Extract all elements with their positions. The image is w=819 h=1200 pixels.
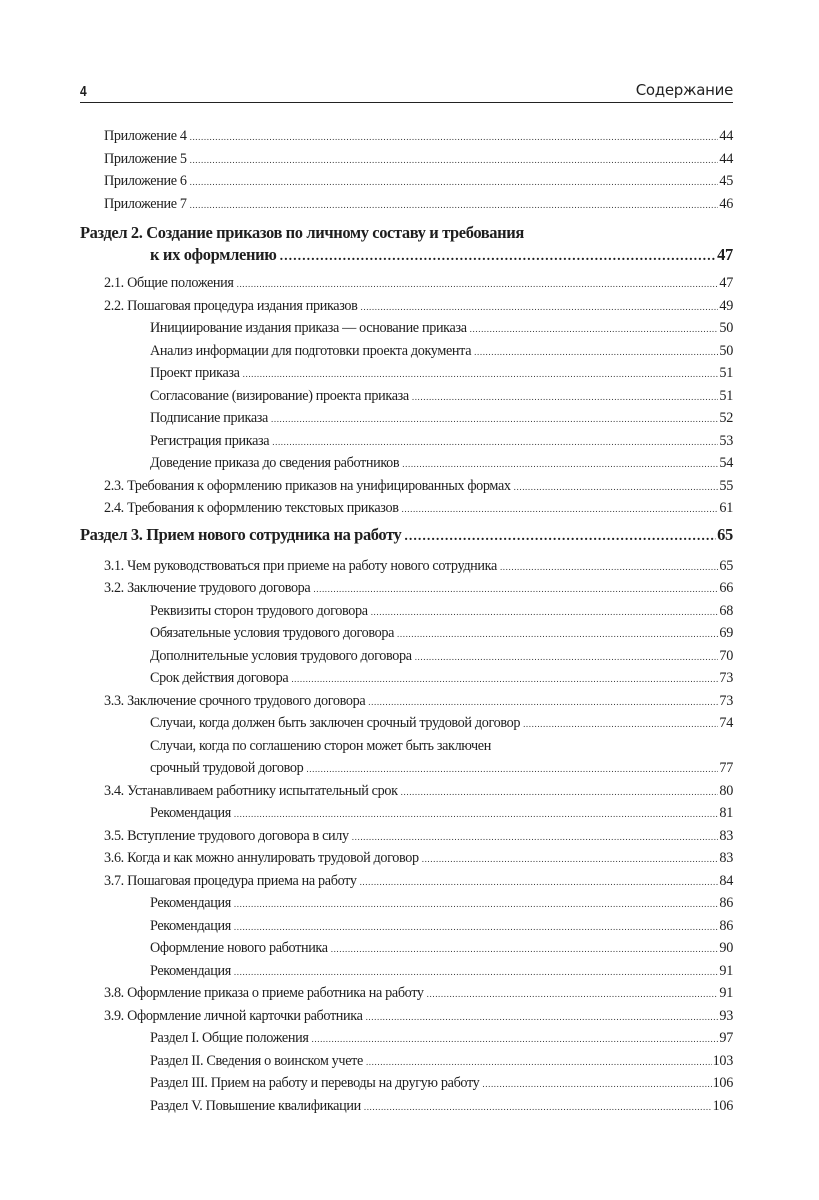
- dot-leader: [401, 781, 719, 804]
- toc-entry-page: 106: [712, 1075, 733, 1091]
- toc-subentry[interactable]: [80, 802, 733, 825]
- toc-entry-title: 3.9. Оформление личной карточки работника: [104, 1007, 363, 1024]
- dot-leader: [371, 601, 719, 624]
- toc-entry-page: 73: [719, 692, 733, 709]
- dot-leader: [366, 1051, 712, 1074]
- toc-entry[interactable]: [80, 272, 733, 295]
- toc-entry-page: 106: [712, 1097, 733, 1114]
- dot-leader: [402, 498, 719, 521]
- section-title: Раздел 3. Прием нового сотрудника на работу: [80, 524, 402, 544]
- toc-entry-title: 3.7. Пошаговая процедура приема на работу: [104, 872, 357, 889]
- toc-entry-page: 69: [719, 625, 733, 641]
- toc-entry[interactable]: [80, 1005, 733, 1028]
- toc-entry-title: Обязательные условия трудового договора: [150, 625, 395, 641]
- dot-leader: [412, 386, 719, 409]
- dot-leader: [312, 1028, 719, 1051]
- dot-leader: [190, 194, 719, 217]
- toc-entry-title: Раздел II. Сведения о воинском учете: [150, 1052, 363, 1069]
- toc-entry-title: 3.1. Чем руководствоваться при приеме на работу нового сотрудника: [104, 557, 497, 574]
- toc-entry-page: 44: [719, 128, 733, 144]
- toc-entry-title: Инициирование издания приказа — основание приказа: [150, 320, 467, 336]
- toc-entry[interactable]: [80, 690, 733, 713]
- toc-entry-page: 80: [719, 782, 733, 799]
- toc-section-3[interactable]: [80, 524, 733, 548]
- toc-entry-title: 2.3. Требования к оформлению приказов на унифицированных формах: [104, 477, 511, 494]
- dot-leader: [404, 526, 716, 548]
- dot-leader: [482, 1073, 711, 1096]
- toc-entry-page: 91: [719, 962, 733, 979]
- toc-entry-title: Приложение 6: [104, 173, 187, 189]
- toc-entry-page: 49: [719, 297, 733, 314]
- running-title: Содержание: [635, 81, 733, 99]
- dot-leader: [397, 623, 718, 646]
- toc-entry-title: 3.3. Заключение срочного трудового договора: [104, 692, 366, 709]
- toc-entry-page: 86: [719, 917, 733, 934]
- toc-subentry[interactable]: [80, 362, 733, 385]
- toc-entry-title: Проект приказа: [150, 365, 240, 381]
- toc-entry-page: 45: [719, 173, 733, 189]
- dot-leader: [306, 758, 718, 781]
- toc-entry[interactable]: [80, 780, 733, 803]
- toc-entry[interactable]: [80, 193, 733, 216]
- dot-leader: [368, 691, 718, 714]
- section-title-line2: [80, 244, 733, 268]
- dot-leader: [361, 296, 719, 319]
- dot-leader: [234, 803, 719, 826]
- toc-entry[interactable]: [80, 870, 733, 893]
- toc-entry[interactable]: [80, 295, 733, 318]
- toc-subentry[interactable]: [80, 1072, 733, 1095]
- toc-entry-title: срочный трудовой договор: [150, 760, 304, 776]
- toc-entry[interactable]: [80, 847, 733, 870]
- toc-entry[interactable]: [80, 825, 733, 848]
- toc-entry-title: Рекомендация: [150, 805, 231, 821]
- toc-entry-page: 61: [719, 500, 733, 516]
- toc-entry-page: 55: [719, 477, 733, 494]
- toc-entry-title: 2.2. Пошаговая процедура издания приказов: [104, 297, 358, 314]
- page-number: 4: [80, 83, 87, 100]
- toc-entry-title: 3.6. Когда и как можно аннулировать трудовой договор: [104, 850, 419, 866]
- toc-entry-title: Срок действия договора: [150, 670, 289, 686]
- dot-leader: [422, 848, 719, 871]
- toc-subentry-multiline[interactable]: [80, 735, 733, 780]
- dot-leader: [280, 246, 717, 268]
- toc-entry-page: 83: [719, 850, 733, 866]
- toc-entry-title: Доведение приказа до сведения работников: [150, 455, 400, 471]
- dot-leader: [237, 273, 719, 296]
- toc-entry-title: 2.1. Общие положения: [104, 275, 234, 291]
- toc-entry-page: 44: [719, 150, 733, 167]
- dot-leader: [402, 453, 718, 476]
- toc-subentry[interactable]: [80, 340, 733, 363]
- dot-leader: [291, 668, 718, 691]
- dot-leader: [272, 431, 718, 454]
- toc-subentry[interactable]: [80, 915, 733, 938]
- dot-leader: [427, 983, 719, 1006]
- toc-entry-title: 2.4. Требования к оформлению текстовых приказов: [104, 500, 399, 516]
- toc-entry-title: Дополнительные условия трудового договора: [150, 647, 412, 664]
- toc-entry-page: 73: [719, 670, 733, 686]
- page-header: [80, 78, 733, 103]
- dot-leader: [234, 893, 719, 916]
- toc-subentry[interactable]: [80, 600, 733, 623]
- toc-subentry[interactable]: [80, 937, 733, 960]
- toc-entry-page: 81: [719, 805, 733, 821]
- dot-leader: [243, 363, 719, 386]
- section-page: 65: [717, 524, 733, 544]
- toc-entry[interactable]: [80, 555, 733, 578]
- toc-subentry[interactable]: [80, 385, 733, 408]
- toc-section-2[interactable]: [80, 221, 733, 268]
- toc-entry-page: 74: [719, 715, 733, 731]
- toc-entry-title-line1: Случаи, когда по соглашению сторон может быть заключен: [150, 737, 491, 754]
- toc-entry-page: 47: [719, 275, 733, 291]
- dot-leader: [470, 318, 719, 341]
- toc-entry-title: Согласование (визирование) проекта приказа: [150, 387, 409, 404]
- toc-entry-page: 93: [719, 1007, 733, 1024]
- toc-entry-page: 46: [719, 195, 733, 212]
- dot-leader: [234, 961, 719, 984]
- toc-entry[interactable]: [80, 475, 733, 498]
- toc-subentry[interactable]: [80, 407, 733, 430]
- toc-entry-title: Раздел I. Общие положения: [150, 1030, 309, 1046]
- toc-entry[interactable]: [80, 148, 733, 171]
- toc-entry-page: 86: [719, 895, 733, 911]
- toc-entry-page: 65: [719, 557, 733, 574]
- toc-subentry[interactable]: [80, 712, 733, 735]
- toc-subentry[interactable]: [80, 622, 733, 645]
- toc-entry-title: Рекомендация: [150, 917, 231, 934]
- toc-subentry[interactable]: [80, 645, 733, 668]
- toc-entry-title: Приложение 7: [104, 195, 187, 212]
- toc-entry-page: 50: [719, 342, 733, 359]
- dot-leader: [474, 341, 718, 364]
- toc-entry-page: 84: [719, 872, 733, 889]
- toc-subentry[interactable]: [80, 892, 733, 915]
- toc-entry-title: Приложение 4: [104, 128, 187, 144]
- toc-entry-page: 91: [719, 985, 733, 1001]
- toc-entry-title: Реквизиты сторон трудового договора: [150, 602, 368, 619]
- toc-entry-title: 3.2. Заключение трудового договора: [104, 580, 311, 596]
- toc-entry[interactable]: [80, 125, 733, 148]
- dot-leader: [190, 149, 719, 172]
- dot-leader: [190, 171, 719, 194]
- toc-entry-page: 52: [719, 410, 733, 426]
- toc-entry-page: 51: [719, 387, 733, 404]
- toc-entry-title: Оформление нового работника: [150, 940, 328, 956]
- toc-entry-title: Рекомендация: [150, 962, 231, 979]
- dot-leader: [190, 126, 719, 149]
- toc-entry-title: Случаи, когда должен быть заключен срочный трудовой договор: [150, 715, 521, 731]
- dot-leader: [360, 871, 719, 894]
- dot-leader: [500, 556, 718, 579]
- section-title-line1: Раздел 2. Создание приказов по личному составу и требования: [80, 223, 524, 242]
- toc-subentry[interactable]: [80, 960, 733, 983]
- toc-subentry[interactable]: [80, 452, 733, 475]
- dot-leader: [523, 713, 718, 736]
- toc-subentry[interactable]: [80, 1095, 733, 1118]
- toc-entry-page: 53: [719, 432, 733, 449]
- toc-subentry[interactable]: [80, 430, 733, 453]
- toc-entry[interactable]: [80, 982, 733, 1005]
- toc-entry-page: 50: [719, 320, 733, 336]
- toc-entry-title: Раздел III. Прием на работу и переводы на другую работу: [150, 1075, 480, 1091]
- toc-entry-title: Подписание приказа: [150, 410, 268, 426]
- toc-subentry[interactable]: [80, 667, 733, 690]
- dot-leader: [352, 826, 719, 849]
- toc-entry-page: 51: [719, 365, 733, 381]
- toc-entry-page: 66: [719, 580, 733, 596]
- dot-leader: [514, 476, 719, 499]
- toc-entry-title: Анализ информации для подготовки проекта документа: [150, 342, 472, 359]
- dot-leader: [366, 1006, 719, 1029]
- toc-entry-page: 54: [719, 455, 733, 471]
- toc-entry-title: 3.4. Устанавливаем работнику испытательный срок: [104, 782, 398, 799]
- dot-leader: [364, 1096, 712, 1119]
- section-title: к их оформлению: [150, 245, 277, 264]
- table-of-contents: [80, 125, 733, 1117]
- toc-entry-page: 97: [719, 1030, 733, 1046]
- dot-leader: [234, 916, 719, 939]
- toc-entry-title: 3.8. Оформление приказа о приеме работника на работу: [104, 985, 424, 1001]
- toc-entry-page: 83: [719, 827, 733, 844]
- toc-entry[interactable]: [80, 497, 733, 520]
- toc-subentry[interactable]: [80, 1027, 733, 1050]
- toc-subentry[interactable]: [80, 317, 733, 340]
- toc-entry-title: Приложение 5: [104, 150, 187, 167]
- dot-leader: [313, 578, 718, 601]
- toc-entry-page: 90: [719, 940, 733, 956]
- dot-leader: [331, 938, 719, 961]
- toc-entry[interactable]: [80, 170, 733, 193]
- section-page: 47: [717, 245, 733, 264]
- toc-entry-page: 77: [719, 760, 733, 776]
- toc-entry-title: 3.5. Вступление трудового договора в силу: [104, 827, 349, 844]
- toc-entry[interactable]: [80, 577, 733, 600]
- toc-entry-title: Рекомендация: [150, 895, 231, 911]
- toc-entry-title: Раздел V. Повышение квалификации: [150, 1097, 361, 1114]
- toc-subentry[interactable]: [80, 1050, 733, 1073]
- toc-entry-page: 68: [719, 602, 733, 619]
- dot-leader: [415, 646, 719, 669]
- toc-entry-title: Регистрация приказа: [150, 432, 270, 449]
- dot-leader: [271, 408, 718, 431]
- toc-entry-page: 103: [712, 1052, 733, 1069]
- toc-entry-page: 70: [719, 647, 733, 664]
